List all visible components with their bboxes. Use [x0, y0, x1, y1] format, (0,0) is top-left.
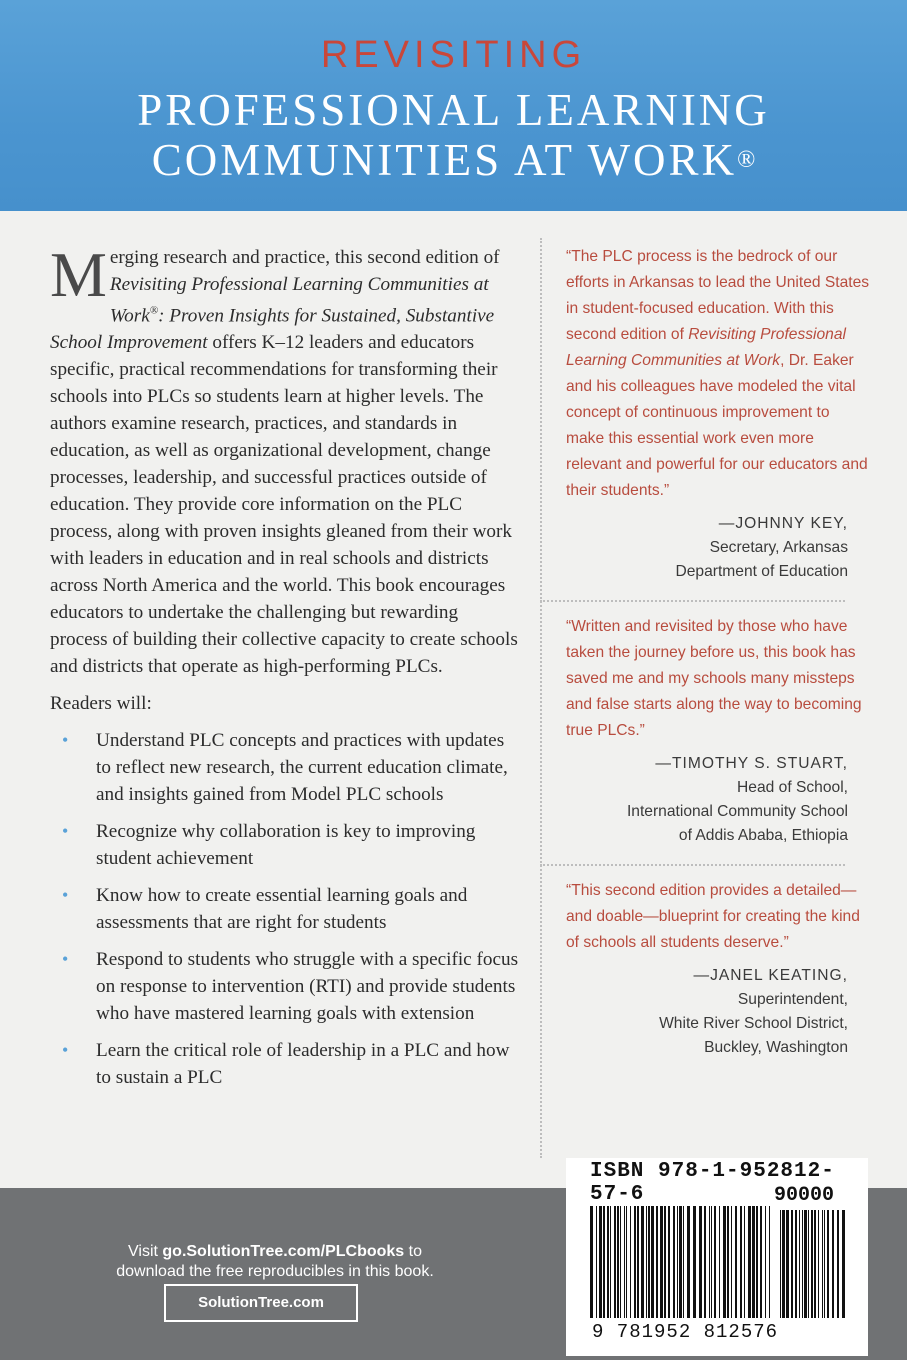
benefits-list — [50, 727, 520, 1091]
quote-attribution: —JOHNNY KEY, Secretary, Arkansas Department of Education — [675, 515, 848, 580]
barcode-bar — [827, 1210, 829, 1318]
quote-text: “The PLC process is the bedrock of our efforts in Arkansas to lead the United States in student-focused education. With this second edition of Revisiting Professional Learning Communities at Work, Dr. Eaker and his colleagues have modeled the vital concept of continuous improvement to make this essential work even more relevant and powerful for our educators and their students.” — [566, 248, 870, 499]
barcode-bar — [832, 1210, 834, 1318]
barcode-bar — [620, 1206, 621, 1318]
series-label: REVISITING — [320, 34, 587, 76]
barcode-bar — [795, 1210, 797, 1318]
list-item: • Understand PLC concepts and practices with updates to reflect new research, the current education climate, and insights gained from Model PLC schools — [50, 727, 520, 808]
barcode-bar — [679, 1206, 682, 1318]
barcode-image — [588, 1198, 850, 1322]
barcode-bar — [799, 1210, 800, 1318]
quote-attribution: —JANEL KEATING, Superintendent, White River School District, Buckley, Washington — [659, 967, 848, 1056]
endorsement — [566, 244, 871, 584]
quote-text: “Written and revisited by those who have taken the journey before us, this book has saved me and my schools many missteps and false starts along the way to becoming true PLCs.” — [566, 618, 862, 739]
barcode-bar — [590, 1206, 593, 1318]
barcode-bar — [687, 1206, 690, 1318]
barcode-bar — [648, 1206, 650, 1318]
barcode-bar — [752, 1206, 755, 1318]
endorsement — [566, 878, 871, 1060]
barcode-bar — [804, 1210, 807, 1318]
column-divider — [540, 238, 544, 1158]
barcode-bar — [599, 1206, 602, 1318]
readers-will-heading: Readers will: — [50, 693, 152, 715]
barcode-bar — [610, 1206, 611, 1318]
list-item: • Know how to create essential learning goals and assessments that are right for students — [50, 882, 520, 936]
barcode-bar — [786, 1210, 789, 1318]
barcode-bar — [822, 1210, 823, 1318]
barcode-bar — [637, 1206, 639, 1318]
barcode-bar — [699, 1206, 702, 1318]
barcode-bar — [731, 1206, 732, 1318]
barcode-bar — [596, 1206, 597, 1318]
book-title-line2: COMMUNITIES AT WORK® — [151, 135, 756, 185]
list-item: • Respond to students who struggle with a specific focus on response to intervention (RTI) and provide students who have mastered learning goals with extension — [50, 946, 520, 1027]
barcode-bar — [714, 1206, 716, 1318]
barcode-bar — [735, 1206, 737, 1318]
barcode-bar — [709, 1206, 710, 1318]
barcode-bar — [683, 1206, 684, 1318]
website-button[interactable]: SolutionTree.com — [164, 1284, 358, 1322]
barcode-bar — [630, 1206, 631, 1318]
description-paragraph: Merging research and practice, this second edition of Revisiting Professional Learning Communities at Work®: Proven Insights for Sustained, Substantive School Improvement offers K–12 leaders and educators specific, practical recommendations for transforming their schools into PLCs so students learn at higher levels. The authors examine research, practices, and standards in education, as well as organizational development, change processes, leadership, and successful practices outside of education. They provide core information on the PLC process, along with proven insights gleaned from their work with leaders in education and in real schools and districts across North America and the world. This book encourages educators to undertake the challenging but rewarding process of building their collective capacity to create schools and districts that operate as high-performing PLCs. — [50, 239, 518, 678]
barcode-bar — [660, 1206, 663, 1318]
drop-cap: M — [50, 239, 107, 310]
barcode-bar — [782, 1210, 785, 1318]
barcode-bar — [727, 1206, 729, 1318]
barcode-bar — [711, 1206, 712, 1318]
barcode-bar — [802, 1210, 803, 1318]
description-column — [50, 239, 520, 1101]
barcode-bar — [824, 1210, 825, 1318]
barcode-bar — [704, 1206, 706, 1318]
barcode-bar — [664, 1206, 666, 1318]
list-item: • Recognize why collaboration is key to improving student achievement — [50, 818, 520, 872]
barcode-bar — [769, 1206, 770, 1318]
endorsements-column — [566, 244, 871, 1060]
quote-attribution: —TIMOTHY S. STUART, Head of School, International Community School of Addis Ababa, Ethiopia — [626, 755, 848, 844]
barcode-bar — [756, 1206, 758, 1318]
quote-separator — [540, 600, 845, 602]
price-code: 90000 — [774, 1184, 835, 1207]
registered-mark: ® — [737, 147, 756, 173]
barcode-bar — [791, 1210, 793, 1318]
barcode-bar — [719, 1206, 720, 1318]
barcode-bar — [780, 1210, 781, 1318]
quote-text: “This second edition provides a detailed—and doable—blueprint for creating the kind of schools all students deserve.” — [566, 882, 860, 951]
barcode-bar — [740, 1206, 742, 1318]
barcode-bar — [837, 1210, 839, 1318]
barcode-panel — [566, 1158, 868, 1356]
barcode-bar — [626, 1206, 627, 1318]
barcode-bar — [617, 1206, 619, 1318]
endorsement — [566, 614, 871, 848]
list-item: • Learn the critical role of leadership in a PLC and how to sustain a PLC — [50, 1037, 520, 1091]
barcode-bar — [814, 1210, 816, 1318]
barcode-bar — [693, 1206, 696, 1318]
ean-digits: 9 781952 812576 — [592, 1321, 779, 1343]
barcode-bar — [607, 1206, 609, 1318]
barcode-bar — [808, 1210, 809, 1318]
barcode-bar — [842, 1210, 845, 1318]
quote-separator — [540, 864, 845, 866]
barcode-bar — [614, 1206, 616, 1318]
barcode-bar — [646, 1206, 647, 1318]
barcode-bar — [624, 1206, 625, 1318]
reproducibles-link[interactable]: go.SolutionTree.com/PLCbooks — [162, 1243, 405, 1260]
barcode-bar — [656, 1206, 658, 1318]
barcode-bar — [748, 1206, 751, 1318]
barcode-bar — [651, 1206, 654, 1318]
barcode-bar — [641, 1206, 644, 1318]
barcode-bar — [723, 1206, 726, 1318]
barcode-bar — [668, 1206, 670, 1318]
book-title-line1: PROFESSIONAL LEARNING — [137, 85, 770, 135]
barcode-bar — [765, 1206, 766, 1318]
barcode-bar — [603, 1206, 605, 1318]
barcode-bar — [818, 1210, 819, 1318]
cover-header — [0, 0, 907, 211]
reproducibles-note: Visit go.SolutionTree.com/PLCbooks to download the free reproducibles in this book. — [116, 1243, 434, 1280]
isbn-text: ISBN 978-1-952812-57-6 — [590, 1160, 835, 1206]
barcode-bar — [811, 1210, 813, 1318]
barcode-bar — [673, 1206, 675, 1318]
barcode-bar — [634, 1206, 636, 1318]
barcode-bar — [744, 1206, 745, 1318]
barcode-bar — [677, 1206, 678, 1318]
barcode-bar — [760, 1206, 762, 1318]
